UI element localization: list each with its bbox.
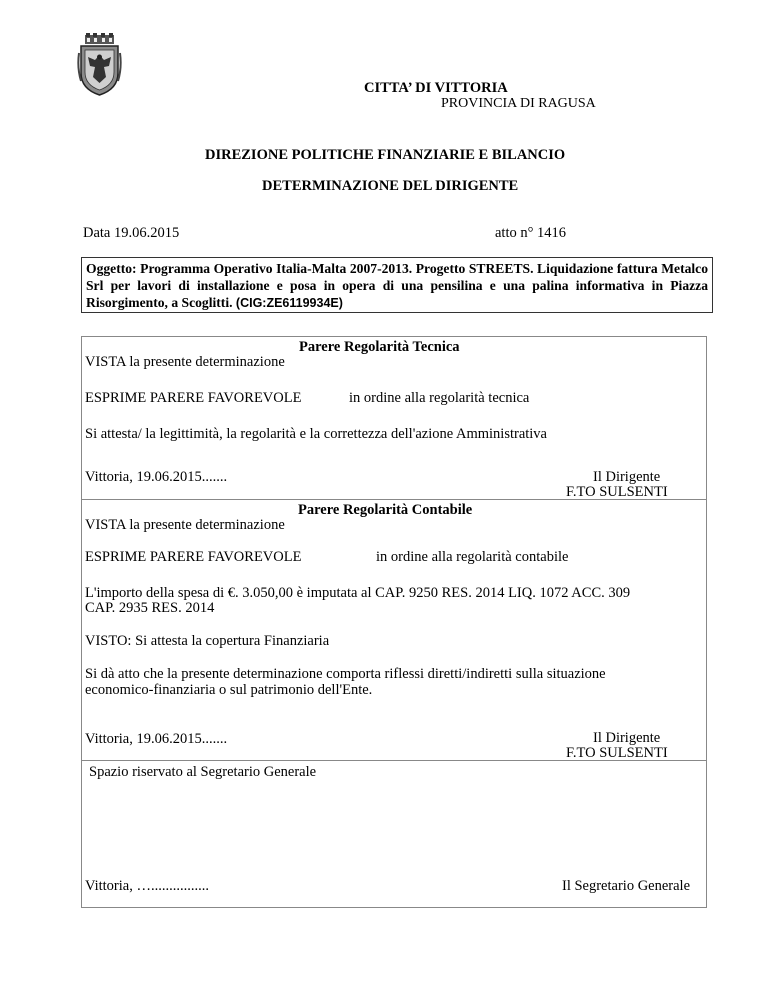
- contabile-firma-titolo: Il Dirigente: [593, 730, 661, 746]
- determinazione-title: DETERMINAZIONE DEL DIRIGENTE: [262, 178, 519, 194]
- contabile-ordine: in ordine alla regolarità contabile: [376, 549, 569, 565]
- tecnica-firma-titolo: Il Dirigente: [593, 469, 661, 485]
- tecnica-vista: VISTA la presente determinazione: [85, 354, 285, 370]
- coat-of-arms-icon: [77, 33, 122, 96]
- tecnica-attesta: Si attesta/ la legittimità, la regolarità e la correttezza dell'azione Amministrativa: [85, 426, 547, 442]
- province-name: PROVINCIA DI RAGUSA: [441, 96, 596, 111]
- contabile-firma-nome: F.TO SULSENTI: [566, 745, 668, 761]
- contabile-vista: VISTA la presente determinazione: [85, 517, 285, 533]
- contabile-riflessi-2: economico-finanziaria o sul patrimonio dell'Ente.: [85, 682, 373, 698]
- segretario-spazio: Spazio riservato al Segretario Generale: [89, 764, 317, 780]
- tecnica-title: Parere Regolarità Tecnica: [299, 339, 460, 355]
- contabile-luogo-data: Vittoria, 19.06.2015.......: [85, 731, 228, 747]
- contabile-importo-2: CAP. 2935 RES. 2014: [85, 600, 215, 616]
- city-name: CITTA’ DI VITTORIA: [364, 80, 508, 96]
- contabile-riflessi-1: Si dà atto che la presente determinazione comporta riflessi diretti/indiretti sulla situazione: [85, 666, 606, 682]
- direzione-title: DIREZIONE POLITICHE FINANZIARIE E BILANCIO: [205, 147, 566, 163]
- oggetto-box: [81, 257, 713, 313]
- segretario-luogo-data: Vittoria, …................: [85, 878, 209, 894]
- contabile-visto: VISTO: Si attesta la copertura Finanziaria: [85, 633, 330, 649]
- contabile-importo-1: L'importo della spesa di €. 3.050,00 è imputata al CAP. 9250 RES. 2014 LIQ. 1072 ACC. 309: [85, 585, 631, 601]
- tecnica-luogo-data: Vittoria, 19.06.2015.......: [85, 469, 228, 485]
- atto-number: atto n° 1416: [495, 225, 567, 241]
- contabile-esprime: ESPRIME PARERE FAVOREVOLE: [85, 549, 302, 565]
- contabile-title: Parere Regolarità Contabile: [298, 502, 473, 518]
- oggetto-text: Oggetto: Programma Operativo Italia-Malta 2007-2013. Progetto STREETS. Liquidazione fattura Metalco Srl per lavori di installazione e posa in opera di una pensilina e una palina informativa in Piazza Risorgimento, a Scoglitti.: [86, 261, 708, 310]
- tecnica-esprime: ESPRIME PARERE FAVOREVOLE: [85, 390, 302, 406]
- segretario-firma: Il Segretario Generale: [562, 878, 691, 894]
- date-field: Data 19.06.2015: [83, 225, 180, 241]
- pareri-panel: [81, 336, 707, 908]
- tecnica-ordine: in ordine alla regolarità tecnica: [349, 390, 530, 406]
- tecnica-firma-nome: F.TO SULSENTI: [566, 484, 668, 500]
- cig-code: (CIG:ZE6119934E): [235, 296, 343, 310]
